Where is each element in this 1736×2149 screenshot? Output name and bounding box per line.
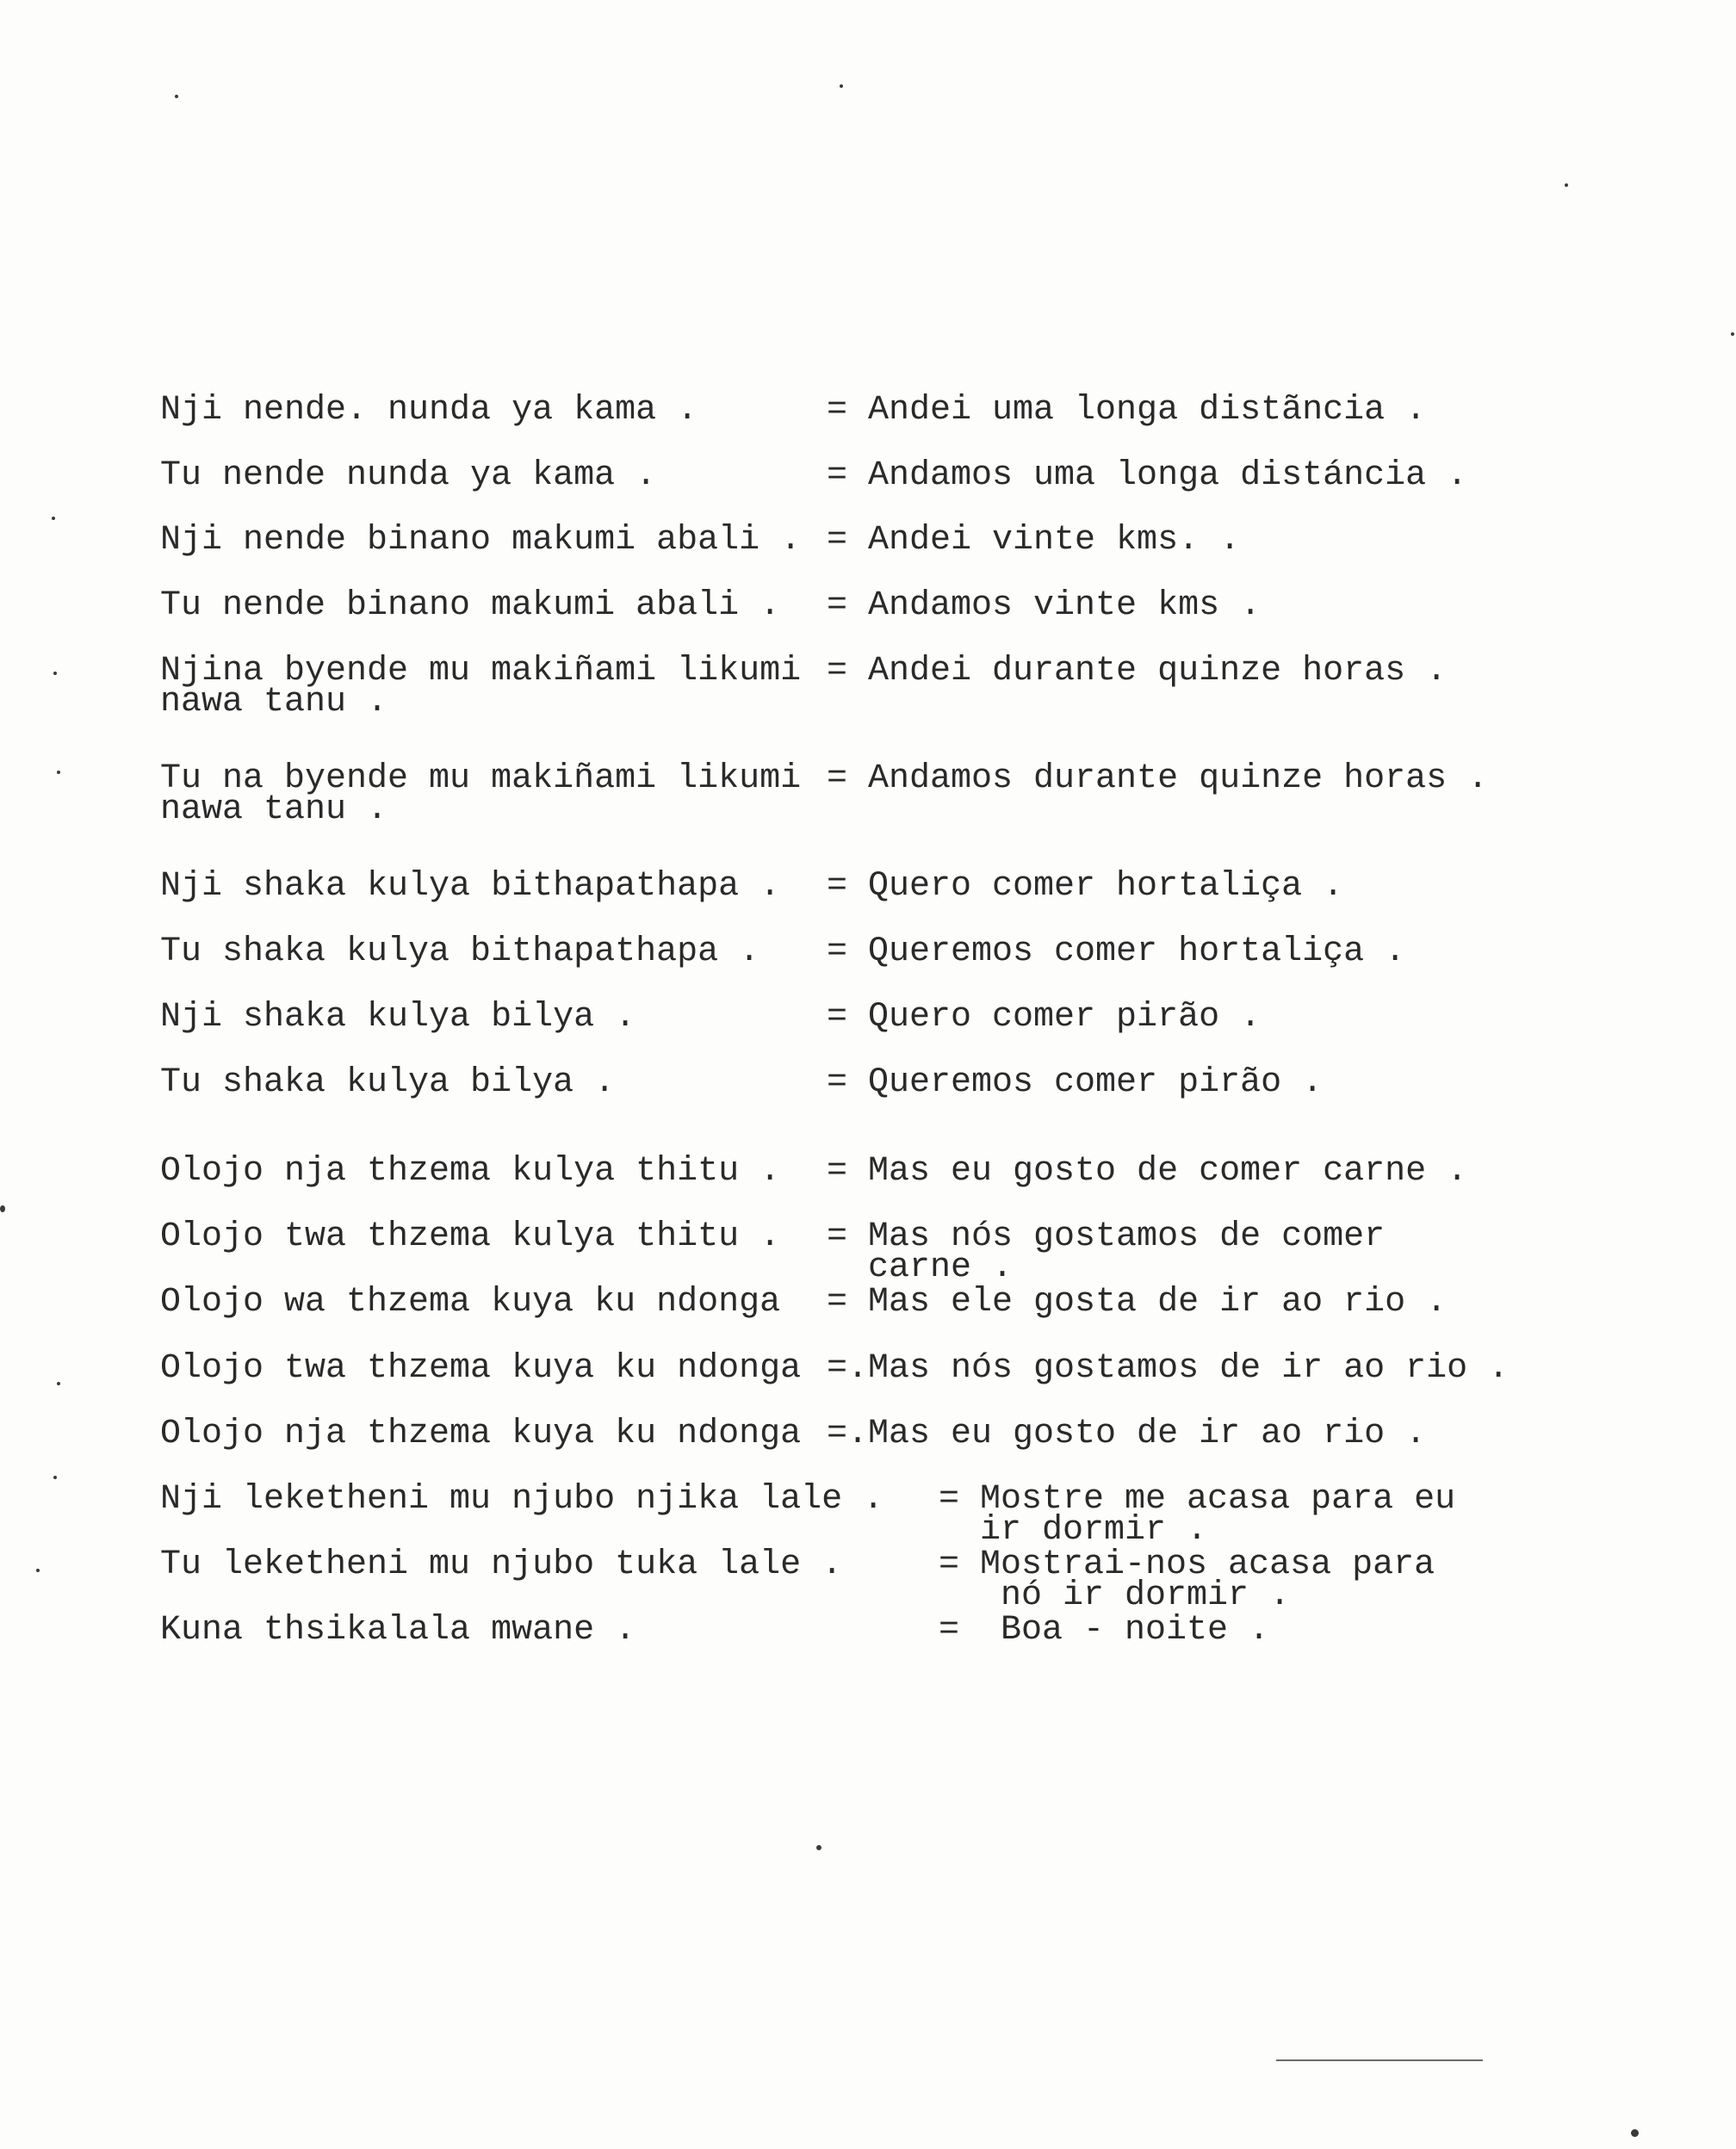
portuguese-translation: = Andamos uma longa distáncia . bbox=[827, 456, 1468, 495]
kimbundu-phrase: Njina byende mu makiñami likumi nawa tanu . bbox=[160, 652, 802, 721]
kimbundu-phrase: Nji nende binano makumi abali . bbox=[160, 521, 802, 560]
kimbundu-phrase: Nji nende. nunda ya kama . bbox=[160, 391, 698, 430]
portuguese-translation: = Quero comer hortaliça . bbox=[827, 867, 1344, 906]
portuguese-translation: = Andei durante quinze horas . bbox=[827, 652, 1448, 691]
scan-speck bbox=[175, 95, 178, 98]
kimbundu-phrase: Tu nende binano makumi abali . bbox=[160, 586, 781, 625]
portuguese-translation: = Mostrai-nos acasa para nó ir dormir . bbox=[939, 1545, 1435, 1615]
kimbundu-phrase: Olojo wa thzema kuya ku ndonga bbox=[160, 1283, 781, 1322]
kimbundu-phrase: Tu nende nunda ya kama . bbox=[160, 456, 657, 495]
scan-speck bbox=[53, 672, 57, 675]
kimbundu-phrase: Tu leketheni mu njubo tuka lale . bbox=[160, 1545, 843, 1584]
portuguese-translation: = Andamos durante quinze horas . bbox=[827, 759, 1489, 798]
portuguese-translation: =.Mas nós gostamos de ir ao rio . bbox=[827, 1349, 1510, 1388]
scan-speck bbox=[36, 1569, 40, 1572]
kimbundu-phrase: Tu shaka kulya bithapathapa . bbox=[160, 932, 760, 971]
portuguese-translation: = Queremos comer hortaliça . bbox=[827, 932, 1406, 971]
kimbundu-phrase: Olojo twa thzema kuya ku ndonga bbox=[160, 1349, 802, 1388]
portuguese-translation: = Andamos vinte kms . bbox=[827, 586, 1262, 625]
scan-speck bbox=[57, 1382, 60, 1385]
kimbundu-phrase: Tu na byende mu makiñami likumi nawa tanu . bbox=[160, 759, 802, 829]
kimbundu-phrase: Olojo twa thzema kulya thitu . bbox=[160, 1217, 781, 1256]
kimbundu-phrase: Tu shaka kulya bilya . bbox=[160, 1063, 616, 1102]
scan-speck bbox=[53, 1476, 57, 1479]
scan-speck bbox=[1631, 2129, 1639, 2137]
scan-speck bbox=[1731, 332, 1734, 336]
portuguese-translation: =.Mas eu gosto de ir ao rio . bbox=[827, 1415, 1427, 1453]
kimbundu-phrase: Nji leketheni mu njubo njika lale . bbox=[160, 1480, 884, 1519]
portuguese-translation: = Mostre me acasa para eu ir dormir . bbox=[939, 1480, 1456, 1550]
kimbundu-phrase: Olojo nja thzema kuya ku ndonga bbox=[160, 1415, 802, 1453]
portuguese-translation: = Quero comer pirão . bbox=[827, 998, 1262, 1037]
scan-speck bbox=[840, 84, 843, 88]
portuguese-translation: = Andei vinte kms. . bbox=[827, 521, 1241, 560]
kimbundu-phrase: Nji shaka kulya bithapathapa . bbox=[160, 867, 781, 906]
kimbundu-phrase: Nji shaka kulya bilya . bbox=[160, 998, 636, 1037]
portuguese-translation: = Andei uma longa distãncia . bbox=[827, 391, 1427, 430]
portuguese-translation: = Boa - noite . bbox=[939, 1611, 1270, 1650]
portuguese-translation: = Mas eu gosto de comer carne . bbox=[827, 1152, 1468, 1191]
scan-line-mark bbox=[1276, 2059, 1483, 2061]
portuguese-translation: = Mas nós gostamos de comer carne . bbox=[827, 1217, 1386, 1287]
scan-speck bbox=[52, 517, 55, 520]
portuguese-translation: = Queremos comer pirão . bbox=[827, 1063, 1324, 1102]
scan-speck bbox=[57, 771, 60, 774]
kimbundu-phrase: Olojo nja thzema kulya thitu . bbox=[160, 1152, 781, 1191]
portuguese-translation: = Mas ele gosta de ir ao rio . bbox=[827, 1283, 1448, 1322]
scan-speck bbox=[1565, 183, 1568, 187]
scan-speck bbox=[816, 1845, 822, 1850]
scan-speck bbox=[0, 1205, 5, 1212]
kimbundu-phrase: Kuna thsikalala mwane . bbox=[160, 1611, 636, 1650]
